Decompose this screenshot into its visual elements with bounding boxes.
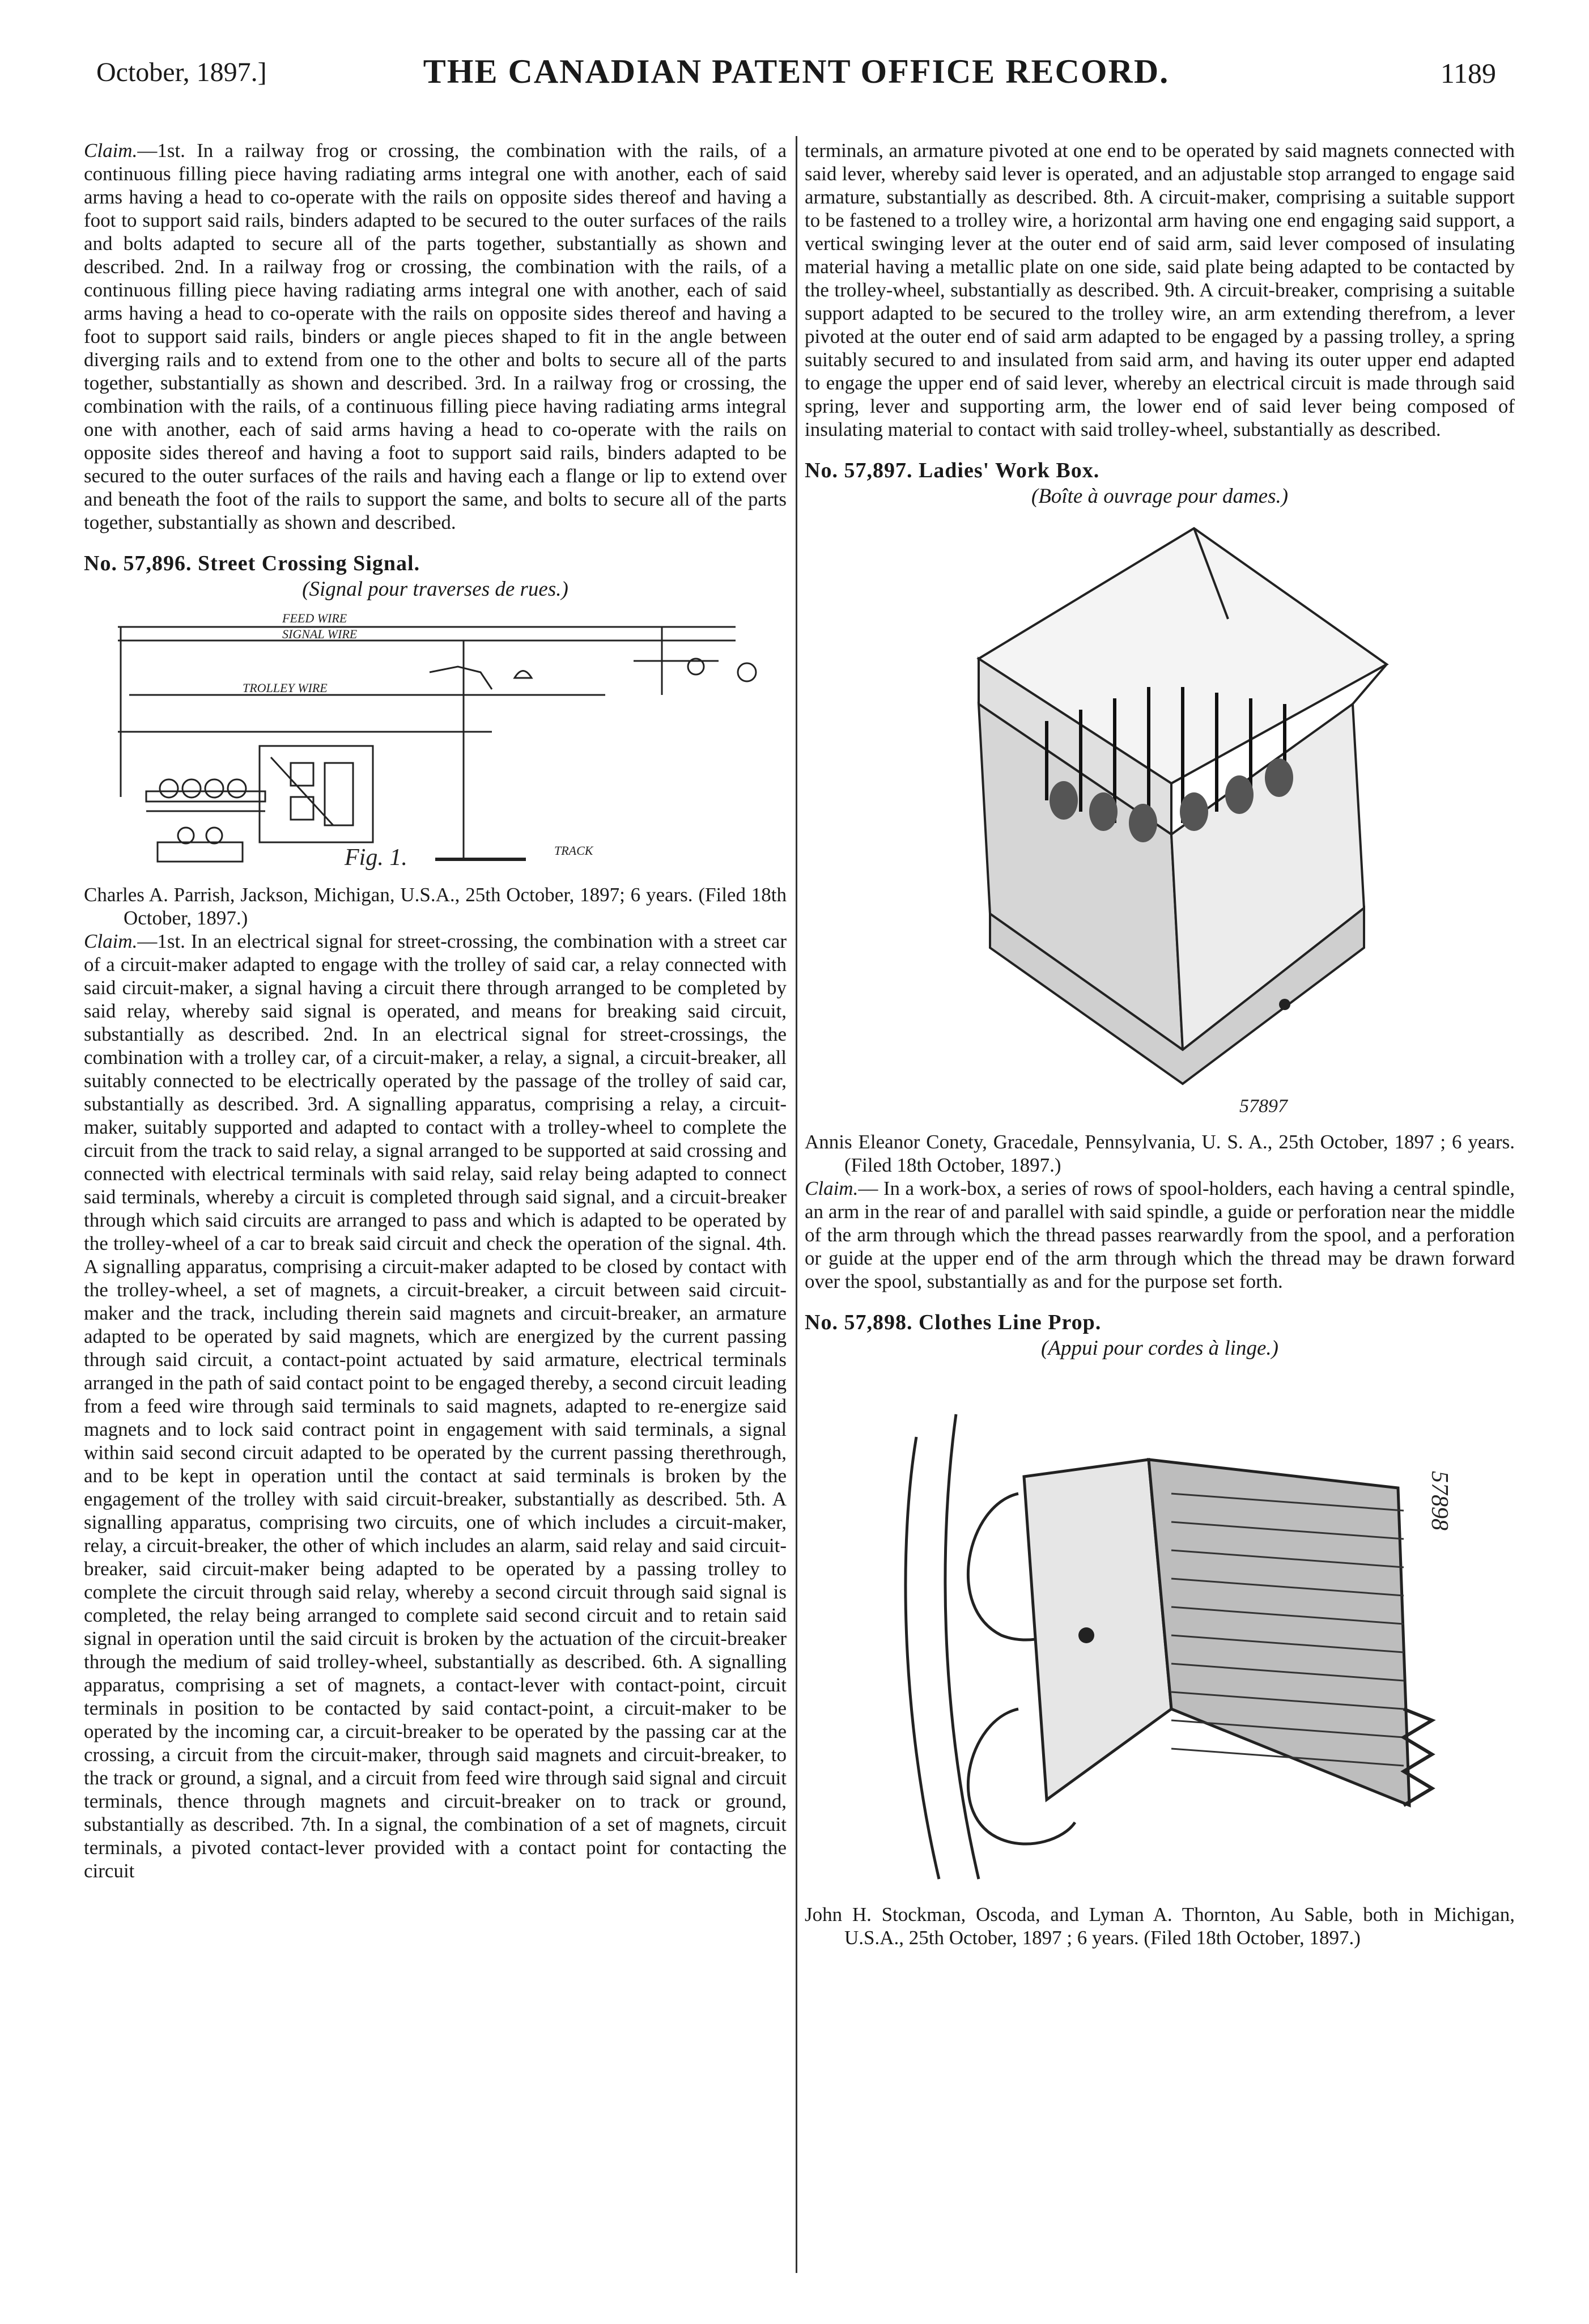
track-label: TRACK	[554, 843, 593, 858]
patent-subtitle-57896: (Signal pour traverses de rues.)	[302, 578, 568, 601]
work-box-figure	[877, 517, 1443, 1118]
column-divider	[796, 136, 797, 2273]
page-number: 1189	[1440, 57, 1496, 89]
left-column	[84, 139, 787, 1882]
claim-paragraph-frog	[84, 139, 787, 534]
trolley-wire-label: TROLLEY WIRE	[243, 681, 328, 695]
clothes-line-prop-figure	[831, 1369, 1489, 1890]
feed-wire-label: FEED WIRE	[282, 611, 347, 625]
right-column	[805, 139, 1515, 1949]
inventor-57897: Annis Eleanor Conety, Gracedale, Pennsylvania, U. S. A., 25th October, 1897 ; 6 years. (Filed 18th October, 1897.)	[805, 1131, 1515, 1176]
header-date: October, 1897.]	[96, 57, 267, 87]
street-crossing-signal-figure	[95, 610, 775, 871]
figure-number-57898: 57898	[1426, 1471, 1452, 1530]
claim-label: Claim.	[805, 1177, 859, 1199]
patent-heading-57896: No. 57,896. Street Crossing Signal.	[84, 552, 420, 575]
signal-wire-label: SIGNAL WIRE	[282, 627, 358, 641]
claim-label: Claim.	[84, 139, 138, 162]
figure-caption: Fig. 1.	[345, 845, 407, 871]
inventor-57898: John H. Stockman, Oscoda, and Lyman A. Thornton, Au Sable, both in Michigan, U.S.A., 25th October, 1897 ; 6 years. (Filed 18th October, 1897.)	[805, 1903, 1515, 1949]
claim-text: —1st. In an electrical signal for street-crossing, the combination with a street car of a circuit-maker adapted to engage with the trolley of said car, a relay connected with said circuit-maker, a signal having a circuit there through arranged to be completed by said relay, whereby said signal is operated, and means for breaking said circuit, substantially as described. 2nd. In an electrical signal for street-crossings, the combination with a trolley car, of a circuit-maker, a relay, a signal, a circuit-breaker, all suitably connected to be electrically operated by the passage of the trolley of said car, substantially as described. 3rd. A signalling apparatus, comprising a relay, a circuit-maker, suitably supported and adapted to contact with a trolley-wheel to complete the circuit from the track to said relay, a signal arranged to be supported at said crossing and connected with electrical terminals with said relay, said relay being adapted to connect said terminals, whereby a circuit is completed through said signal, and a circuit-breaker through which said circuits are arranged to pass and which is adapted to be operated by the trolley-wheel of a car to break said circuit and check the operation of the signal. 4th. A signalling apparatus, comprising a circuit-maker adapted to be closed by contact with the trolley-wheel, a set of magnets, a circuit-breaker, a circuit between said circuit-maker and the track, including therein said magnets and circuit-breaker, an armature adapted to be operated by said magnets, which are energized by the current passing through said circuit, a contact-point actuated by said armature, electrical terminals arranged in the path of said contact point to be engaged thereby, a second circuit leading from a feed wire through said terminals to said magnets, adapted to re-energize said magnets and to lock said contract point in engagement with said terminals, a signal within said second circuit adapted to be operated by the current passing therethrough, and to be kept in operation until the contact at said terminals is broken by the engagement of the trolley with said circuit-breaker, substantially as described. 5th. A signalling apparatus, comprising two circuits, one of which includes a circuit-maker, relay, a circuit-breaker, the other of which includes an alarm, said relay and said circuit-breaker, said circuit-maker being adapted to be operated by a passing trolley to complete the circuit through said relay, whereby a second circuit through said signal is completed, the relay being arranged to complete said second circuit and to retain said signal in operation until the said circuit is broken by the actuation of the circuit-breaker through the medium of said trolley-wheel, substantially as described. 6th. A signalling apparatus, comprising a set of magnets, a contact-lever with contact-point, circuit terminals in position to be contacted by said contact-point, a circuit-maker to be operated by the incoming car, a circuit-breaker to be operated by the passing car at the crossing, a circuit from the circuit-maker, through said magnets and circuit-breaker, to the track or ground, a signal, and a circuit from feed wire through said signal and circuit terminals, thence through magnets and circuit-breaker on to track or ground, substantially as described. 7th. In a signal, the combination of a set of magnets, circuit terminals, a pivoted contact-lever provided with a contact point for contacting the circuit	[84, 930, 787, 1882]
claim-text: — In a work-box, a series of rows of spool-holders, each having a central spindle, an arm in the rear of and parallel with said spindle, a guide or perforation near the middle of the arm through which the thread passes rearwardly from the spool, and a perforation or guide at the upper end of the arm through which the thread may be drawn forward over the spool, substantially as and for the purpose set forth.	[805, 1177, 1515, 1292]
figure-number-57897: 57897	[1239, 1096, 1288, 1117]
patent-subtitle-57898: (Appui pour cordes à linge.)	[1041, 1337, 1278, 1360]
claim-paragraph-57897	[805, 1177, 1515, 1293]
claim-label: Claim.	[84, 930, 138, 952]
claim-text: —1st. In a railway frog or crossing, the combination with the rails, of a continuous filling piece having radiating arms integral one with another, each of said arms having a head to co-operate with the rails on opposite sides thereof and having a foot to support said rails, binders adapted to be secured to the outer surfaces of the rails and bolts adapted to secure all of the parts together, substantially as shown and described. 2nd. In a railway frog or crossing, the combination with the rails, of a continuous filling piece having radiating arms integral one with another, each of said arms having a head to co-operate with the rails on opposite sides thereof and having a foot to support said rails, binders or angle pieces shaped to fit in the angle between diverging rails and to extend from one to the other and bolts to secure all of the parts together, substantially as shown and described. 3rd. In a railway frog or crossing, the combination with the rails, of a continuous filling piece having radiating arms integral one with another, each of said arms having a head to co-operate with the rails on opposite sides thereof and having a foot to support said rails, binders adapted to be secured to the outer surfaces of the rails and having each a flange or lip to extend over and beneath the foot of the rails to support the same, and bolts to secure all of the parts together, substantially as shown and described.	[84, 139, 787, 533]
patent-heading-57897: No. 57,897. Ladies' Work Box.	[805, 459, 1100, 482]
claim-continuation: terminals, an armature pivoted at one end to be operated by said magnets connected with said lever, whereby said lever is operated, and an adjustable stop arranged to engage said armature, substantially as described. 8th. A circuit-maker, comprising a suitable support to be fastened to a trolley wire, a horizontal arm having one end engaging said support, a vertical swinging lever at the outer end of said arm, said lever composed of insulating material having a metallic plate on one side, said plate being adapted to be contacted by the trolley-wheel, substantially as described. 9th. A circuit-breaker, comprising a suitable support adapted to be secured to the trolley wire, an arm extending therefrom, a lever pivoted at the outer end of said arm adapted to be engaged by a passing trolley, a spring suitably secured to and insulated from said arm, and having its outer upper end adapted to engage the upper end of said lever, whereby an electrical circuit is made through said spring, lever and supporting arm, the lower end of said lever being composed of insulating material to contact with said trolley-wheel, substantially as described.	[805, 139, 1515, 440]
patent-heading-57898: No. 57,898. Clothes Line Prop.	[805, 1311, 1102, 1334]
claim-paragraph-57896	[84, 930, 787, 1882]
journal-title: THE CANADIAN PATENT OFFICE RECORD.	[423, 53, 1170, 90]
inventor-57896: Charles A. Parrish, Jackson, Michigan, U.S.A., 25th October, 1897; 6 years. (Filed 18th October, 1897.)	[84, 884, 787, 929]
page-header	[96, 53, 1496, 108]
patent-subtitle-57897: (Boîte à ouvrage pour dames.)	[1031, 485, 1289, 508]
